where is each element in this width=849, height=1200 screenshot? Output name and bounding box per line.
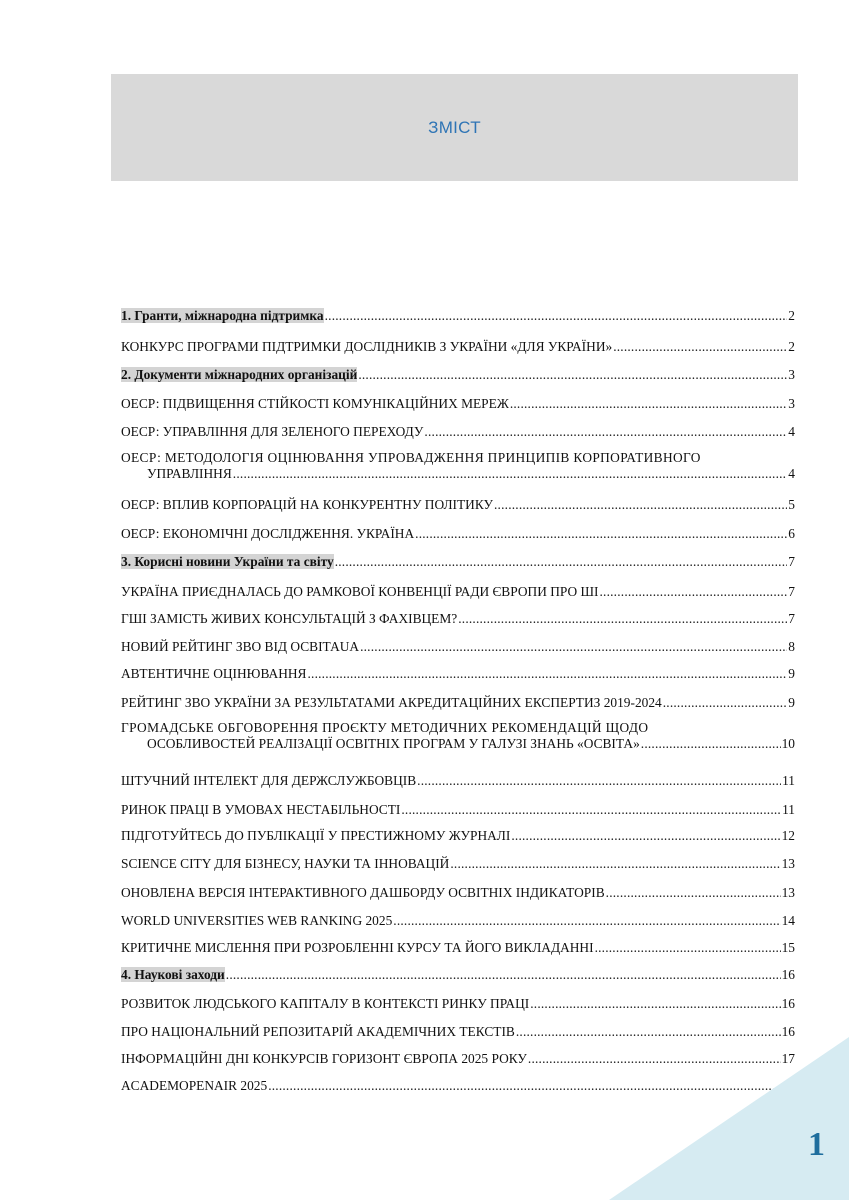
toc-item-title: ACADEMOPENAIR 2025: [121, 1078, 268, 1093]
toc-item[interactable]: [121, 802, 795, 818]
toc-item-title-line2: УПРАВЛІННЯ: [147, 466, 232, 481]
toc-item-title: ОЕСР: УПРАВЛІННЯ ДЛЯ ЗЕЛЕНОГО ПЕРЕХОДУ: [121, 424, 424, 439]
page-number: 1: [808, 1126, 825, 1163]
toc-dot-leader: [307, 666, 787, 682]
toc-item[interactable]: [121, 666, 795, 682]
toc-item-continuation: [121, 466, 795, 482]
toc-item-title: ОЕСР: ВПЛИВ КОРПОРАЦІЙ НА КОНКУРЕНТНУ ПОЛІТИКУ: [121, 497, 493, 512]
toc-dot-leader: [606, 885, 781, 901]
toc-item-title: ГШІ ЗАМІСТЬ ЖИВИХ КОНСУЛЬТАЦІЙ З ФАХІВЦЕМ?: [121, 611, 458, 626]
toc-item-title: АВТЕНТИЧНЕ ОЦІНЮВАННЯ: [121, 666, 307, 681]
toc-item[interactable]: [121, 339, 795, 355]
toc-dot-leader: [424, 424, 787, 440]
toc-section-heading[interactable]: [121, 308, 795, 324]
toc-dot-leader: [641, 736, 781, 752]
toc-page-number: 11: [782, 773, 795, 788]
toc-item[interactable]: [121, 720, 795, 752]
toc-item[interactable]: [121, 450, 795, 482]
toc-dot-leader: [595, 940, 781, 956]
toc-page-number: 4: [788, 424, 795, 439]
toc-heading-text: 2. Документи міжнародних організацій: [121, 367, 358, 382]
toc-page-number: 3: [788, 396, 795, 411]
toc-item-title: ОЕСР: ПІДВИЩЕННЯ СТІЙКОСТІ КОМУНІКАЦІЙНИХ МЕРЕЖ: [121, 396, 509, 411]
toc-section-heading[interactable]: [121, 554, 795, 570]
toc-item[interactable]: [121, 913, 795, 929]
toc-item[interactable]: [121, 526, 795, 542]
toc-dot-leader: [360, 639, 787, 655]
toc-dot-leader: [325, 308, 788, 324]
toc-item-title: ІНФОРМАЦІЙНІ ДНІ КОНКУРСІВ ГОРИЗОНТ ЄВРОПА 2025 РОКУ: [121, 1051, 527, 1066]
toc-item-title: [121, 308, 324, 324]
toc-page-number: 16: [781, 996, 795, 1011]
toc-item-title: РЕЙТИНГ ЗВО УКРАЇНИ ЗА РЕЗУЛЬТАТАМИ АКРЕДИТАЦІЙНИХ ЕКСПЕРТИЗ 2019-2024: [121, 695, 662, 710]
toc-heading-text: 3. Корисні новини України та світу: [121, 554, 334, 569]
toc-page-number: 6: [788, 526, 795, 541]
toc-page-number: 3: [788, 367, 795, 382]
toc-item-title: ОНОВЛЕНА ВЕРСІЯ ІНТЕРАКТИВНОГО ДАШБОРДУ ОСВІТНІХ ІНДИКАТОРІВ: [121, 885, 605, 900]
toc-dot-leader: [530, 996, 780, 1012]
toc-page-number: 2: [788, 339, 795, 354]
toc-item[interactable]: [121, 584, 795, 600]
toc-item-title: РОЗВИТОК ЛЮДСЬКОГО КАПІТАЛУ В КОНТЕКСТІ РИНКУ ПРАЦІ: [121, 996, 530, 1011]
toc-item-title: ШТУЧНИЙ ІНТЕЛЕКТ ДЛЯ ДЕРЖСЛУЖБОВЦІВ: [121, 773, 417, 788]
toc-item[interactable]: [121, 611, 795, 627]
toc-page-number: 13: [781, 856, 795, 871]
toc-dot-leader: [393, 913, 780, 929]
toc-page-number: 17: [781, 1078, 795, 1093]
toc-dot-leader: [233, 466, 788, 482]
toc-item[interactable]: [121, 695, 795, 711]
toc-item-title: WORLD UNIVERSITIES WEB RANKING 2025: [121, 913, 393, 928]
toc-item[interactable]: [121, 885, 795, 901]
toc-dot-leader: [511, 828, 780, 844]
toc-page-number: 12: [781, 828, 795, 843]
toc-item-title: ПІДГОТУЙТЕСЬ ДО ПУБЛІКАЦІЇ У ПРЕСТИЖНОМУ ЖУРНАЛІ: [121, 828, 511, 843]
toc-page-number: 9: [788, 695, 795, 710]
toc-heading-text: 4. Наукові заходи: [121, 967, 225, 982]
toc-item[interactable]: [121, 424, 795, 440]
toc-dot-leader: [494, 497, 787, 513]
toc-item-title: КРИТИЧНЕ МИСЛЕННЯ ПРИ РОЗРОБЛЕННІ КУРСУ ТА ЙОГО ВИКЛАДАННІ: [121, 940, 594, 955]
toc-page-number: 16: [781, 967, 795, 982]
toc-item-title: ГРОМАДСЬКЕ ОБГОВОРЕННЯ ПРОЄКТУ МЕТОДИЧНИХ РЕКОМЕНДАЦІЙ ЩОДО: [121, 720, 649, 735]
toc-item-title: КОНКУРС ПРОГРАМИ ПІДТРИМКИ ДОСЛІДНИКІВ З УКРАЇНИ «ДЛЯ УКРАЇНИ»: [121, 339, 613, 354]
toc-dot-leader: [417, 773, 781, 789]
toc-item-title: ОЕСР: ЕКОНОМІЧНІ ДОСЛІДЖЕННЯ. УКРАЇНА: [121, 526, 415, 541]
header-box: [111, 74, 798, 181]
toc-item-title: НОВИЙ РЕЙТИНГ ЗВО ВІД ОСВІТАUA: [121, 639, 360, 654]
toc-dot-leader: [458, 611, 787, 627]
toc-dot-leader: [415, 526, 787, 542]
toc-page-number: 11: [782, 802, 795, 817]
toc-dot-leader: [226, 967, 781, 983]
toc-page-number: 4: [788, 466, 795, 481]
toc-item-title: РИНОК ПРАЦІ В УМОВАХ НЕСТАБІЛЬНОСТІ: [121, 802, 401, 817]
toc-page-number: 2: [788, 308, 795, 323]
toc-item[interactable]: [121, 639, 795, 655]
toc-page-number: 5: [788, 497, 795, 512]
toc-dot-leader: [613, 339, 787, 355]
toc-page-number: 7: [788, 584, 795, 599]
toc-item-title-line2: ОСОБЛИВОСТЕЙ РЕАЛІЗАЦІЇ ОСВІТНІХ ПРОГРАМ У ГАЛУЗІ ЗНАНЬ «ОСВІТА»: [147, 736, 640, 751]
toc-dot-leader: [663, 695, 788, 711]
toc-page-number: 16: [781, 1024, 795, 1039]
toc-dot-leader: [358, 367, 787, 383]
toc-item-title: SCIENCE CITY ДЛЯ БІЗНЕСУ, НАУКИ ТА ІННОВАЦІЙ: [121, 856, 450, 871]
toc-item[interactable]: [121, 828, 795, 844]
toc-item[interactable]: [121, 996, 795, 1012]
toc-dot-leader: [335, 554, 788, 570]
toc-item[interactable]: [121, 396, 795, 412]
toc-item-title: [121, 367, 357, 383]
toc-item-title: [121, 967, 225, 983]
corner-decoration: [609, 1037, 849, 1200]
toc-dot-leader: [401, 802, 781, 818]
toc-page-number: 8: [788, 639, 795, 654]
toc-item[interactable]: [121, 856, 795, 872]
toc-item-title: УКРАЇНА ПРИЄДНАЛАСЬ ДО РАМКОВОЇ КОНВЕНЦІЇ РАДИ ЄВРОПИ ПРО ШІ: [121, 584, 599, 599]
toc-page-number: 10: [781, 736, 795, 751]
toc-dot-leader: [599, 584, 787, 600]
toc-page-number: 7: [788, 611, 795, 626]
toc-page-number: 9: [788, 666, 795, 681]
toc-section-heading[interactable]: [121, 367, 795, 383]
toc-section-heading[interactable]: [121, 967, 795, 983]
toc-item-continuation: [121, 736, 795, 752]
toc-heading-text: 1. Гранти, міжнародна підтримка: [121, 308, 324, 323]
toc-page-number: 14: [781, 913, 795, 928]
toc-item[interactable]: [121, 773, 795, 789]
toc-page-number: 15: [781, 940, 795, 955]
toc-dot-leader: [450, 856, 780, 872]
toc-item-title: ПРО НАЦІОНАЛЬНИЙ РЕПОЗИТАРІЙ АКАДЕМІЧНИХ ТЕКСТІВ: [121, 1024, 515, 1039]
toc-page-number: 13: [781, 885, 795, 900]
toc-item[interactable]: [121, 940, 795, 956]
page-title: ЗМІСТ: [428, 118, 481, 137]
toc-dot-leader: [510, 396, 787, 412]
toc-item-title: ОЕСР: МЕТОДОЛОГІЯ ОЦІНЮВАННЯ УПРОВАДЖЕННЯ ПРИНЦИПІВ КОРПОРАТИВНОГО: [121, 450, 701, 465]
toc-item-title: [121, 554, 334, 570]
toc-page-number: 17: [781, 1051, 795, 1066]
toc-item[interactable]: [121, 497, 795, 513]
toc-page-number: 7: [788, 554, 795, 569]
